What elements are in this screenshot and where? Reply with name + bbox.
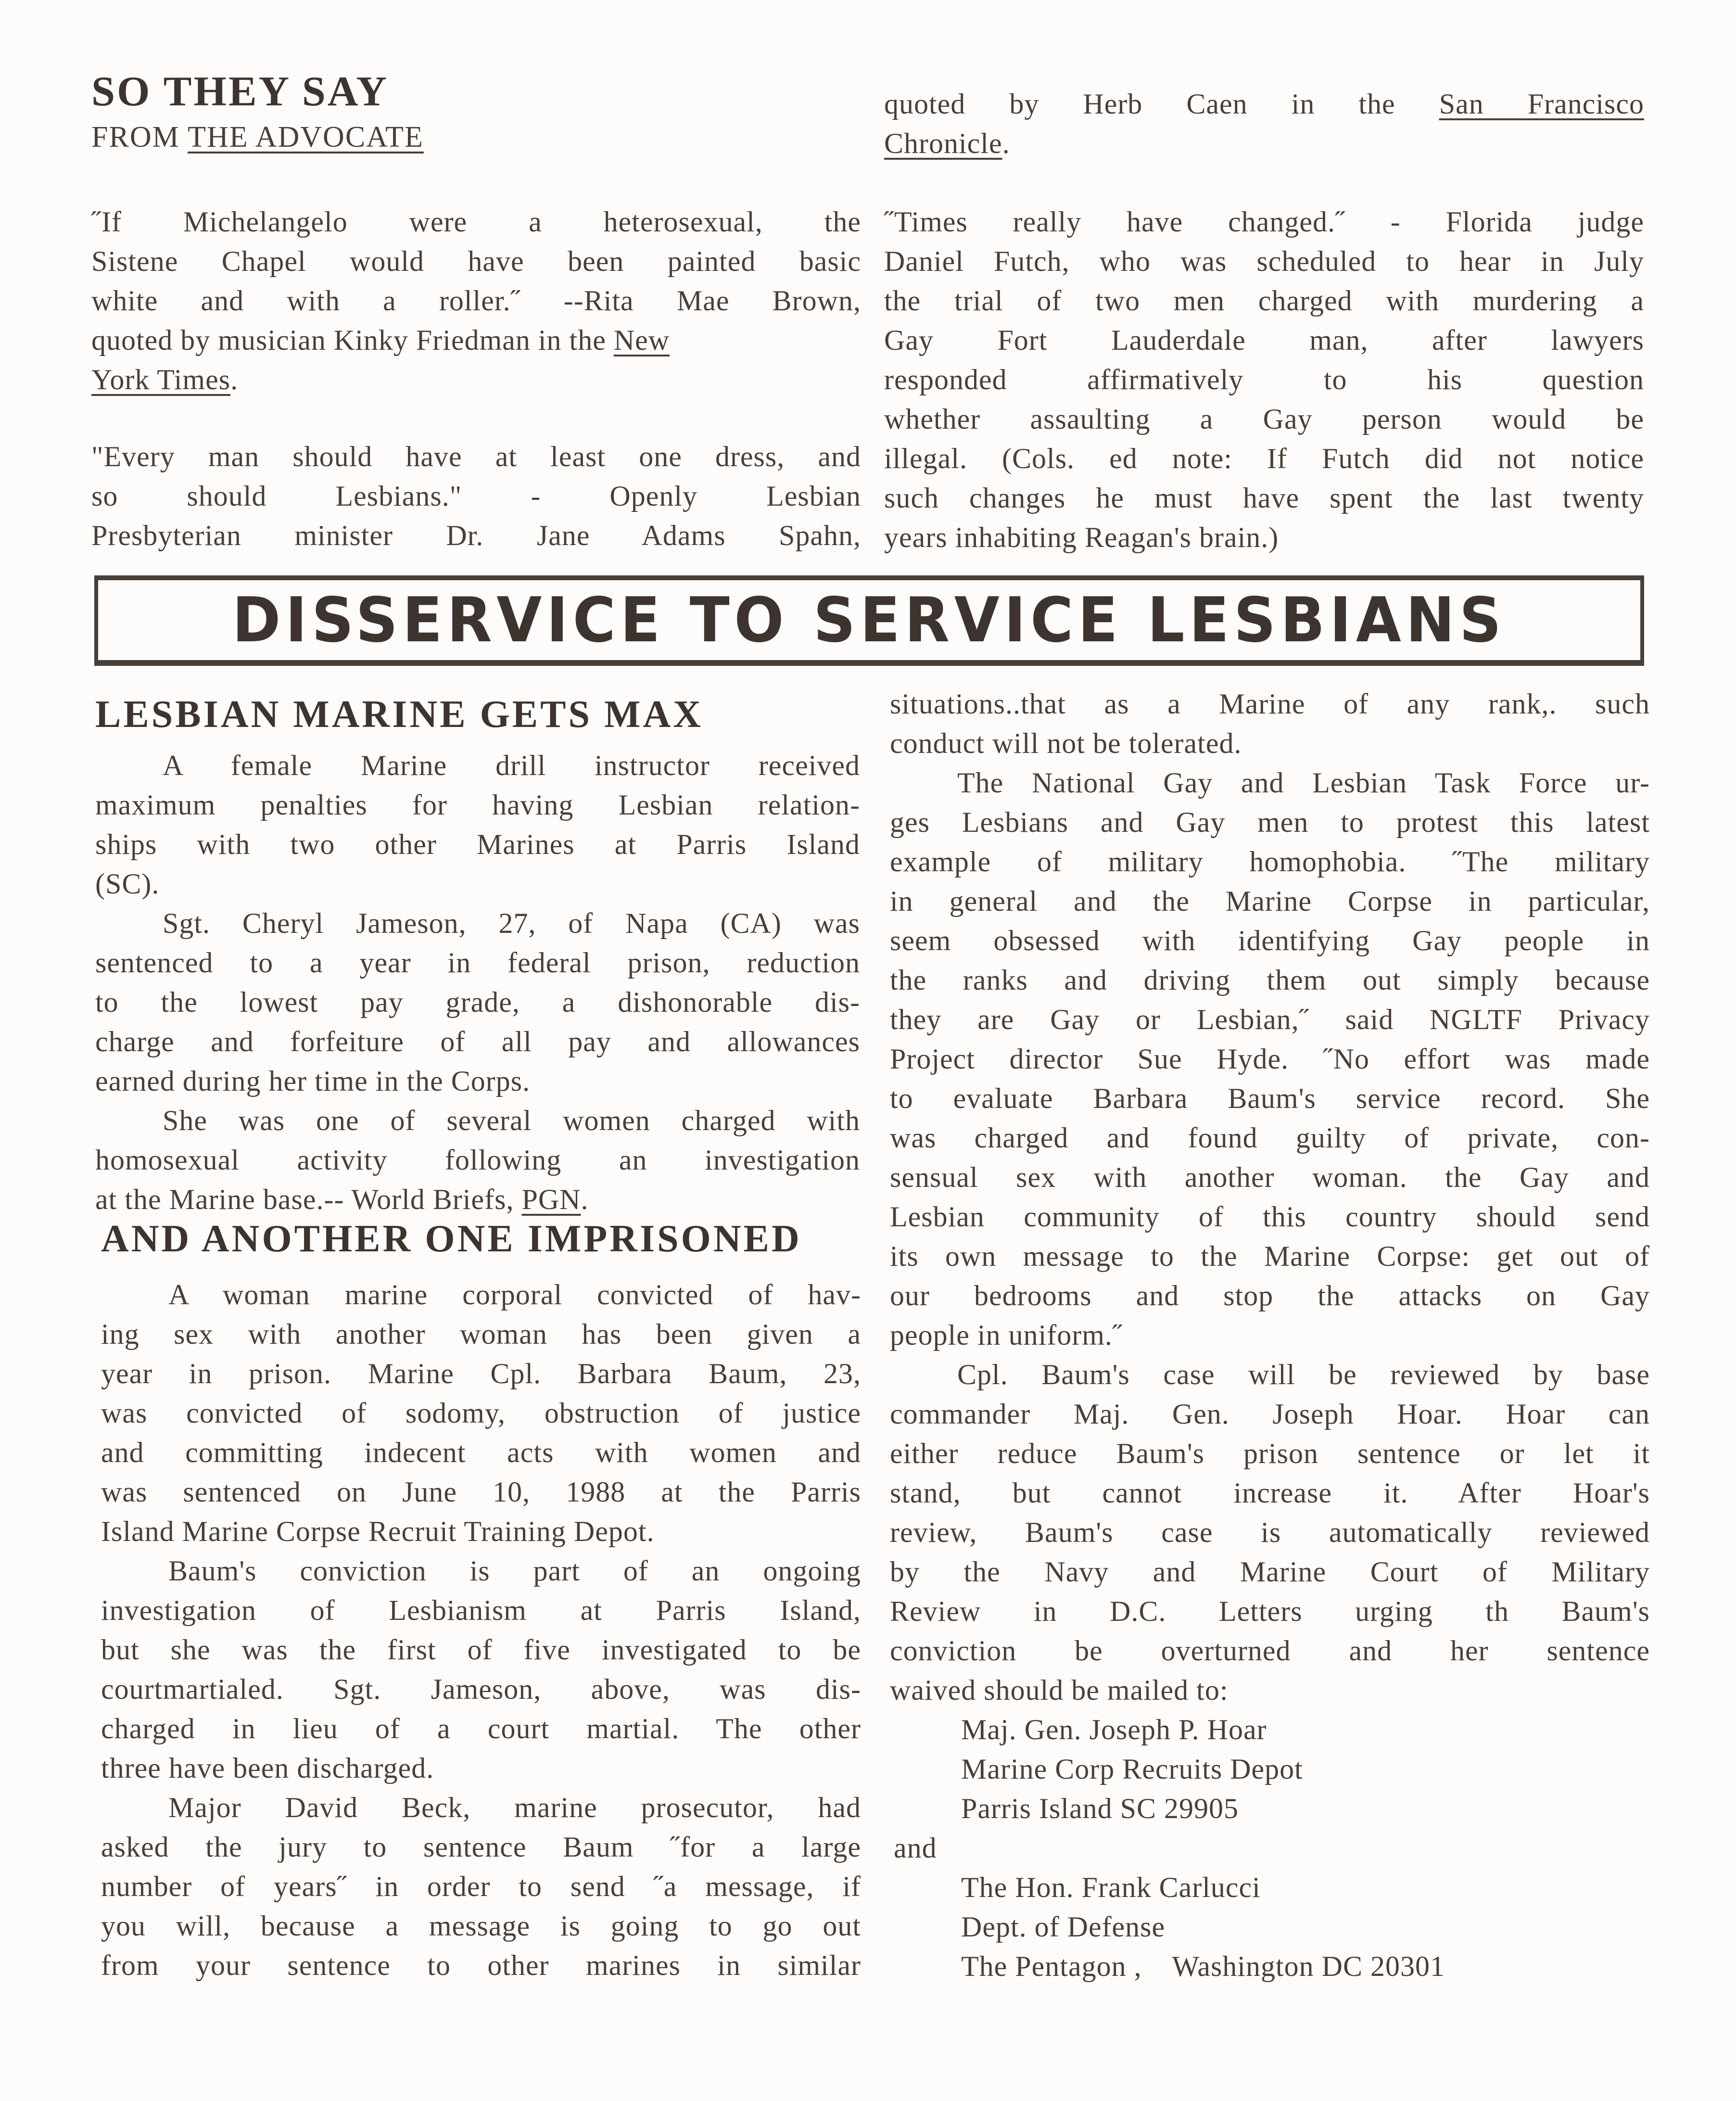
- headline-lesbian-marine-gets-max: LESBIAN MARINE GETS MAX: [95, 693, 704, 736]
- article-line: seem obsessed with identifying Gay people in: [890, 925, 1650, 956]
- banner-title: DISSERVICE TO SERVICE LESBIANS: [232, 584, 1507, 656]
- article-line: stand, but cannot increase it. After Hoar's: [890, 1477, 1650, 1509]
- credit-text: at the Marine base.-- World Briefs,: [95, 1184, 522, 1215]
- section-source: [91, 120, 424, 154]
- publication-link: San Francisco: [1439, 88, 1644, 120]
- article-line: Major David Beck, marine prosecutor, had: [168, 1792, 861, 1823]
- article-line: from your sentence to other marines in similar: [101, 1949, 861, 1981]
- source-link: THE ADVOCATE: [188, 121, 424, 153]
- article-line: investigation of Lesbianism at Parris Island,: [101, 1594, 861, 1626]
- quote-line: [91, 360, 861, 399]
- article-line: people in uniform.˝: [890, 1319, 1123, 1351]
- article-line: A woman marine corporal convicted of hav-: [168, 1279, 861, 1311]
- quote-line: Gay Fort Lauderdale man, after lawyers: [884, 324, 1644, 356]
- article-line: charge and forfeiture of all pay and allowances: [95, 1026, 860, 1057]
- credit-source-link: PGN: [521, 1184, 581, 1215]
- article-line: She was one of several women charged with: [163, 1105, 860, 1136]
- section-title: SO THEY SAY: [91, 68, 389, 115]
- quote-text: .: [230, 364, 239, 395]
- article-line: Lesbian community of this country should send: [890, 1201, 1650, 1233]
- and-label: and: [894, 1832, 937, 1864]
- article-line: commander Maj. Gen. Joseph Hoar. Hoar can: [890, 1398, 1650, 1430]
- quote-line: whether assaulting a Gay person would be: [884, 403, 1644, 435]
- quote-line: white and with a roller.˝ --Rita Mae Brown,: [91, 285, 861, 317]
- mailing-address-2: [961, 1868, 1445, 1986]
- article-line: the ranks and driving them out simply because: [890, 964, 1650, 996]
- article-line: in general and the Marine Corpse in particular,: [890, 885, 1650, 917]
- article-line: its own message to the Marine Corpse: get out of: [890, 1240, 1650, 1272]
- article-line: number of years˝ in order to send ˝a message, if: [101, 1871, 861, 1902]
- article-line: The National Gay and Lesbian Task Force ur-: [957, 767, 1650, 799]
- quote-text: quoted by musician Kinky Friedman in the: [91, 324, 614, 356]
- address-line: The Pentagon , Washington DC 20301: [961, 1950, 1445, 1982]
- article-line: was sentenced on June 10, 1988 at the Parris: [101, 1476, 861, 1508]
- article-line: three have been discharged.: [101, 1752, 434, 1784]
- quote-text: quoted by Herb Caen in the: [884, 88, 1439, 120]
- banner-box: [94, 575, 1644, 666]
- mailing-address-1: [961, 1710, 1303, 1828]
- article-line: homosexual activity following an investigation: [95, 1144, 860, 1176]
- quote-line: ˝If Michelangelo were a heterosexual, the: [91, 206, 861, 238]
- article-line: was charged and found guilty of private, con-: [890, 1122, 1650, 1154]
- article-line: asked the jury to sentence Baum ˝for a large: [101, 1831, 861, 1863]
- publication-link: New: [613, 324, 670, 356]
- quote-line: ˝Times really have changed.˝ - Florida judge: [884, 206, 1644, 238]
- article-line: earned during her time in the Corps.: [95, 1065, 531, 1097]
- quote-line: Daniel Futch, who was scheduled to hear in July: [884, 245, 1644, 277]
- quote-text: .: [1002, 127, 1010, 159]
- article-line: ges Lesbians and Gay men to protest this latest: [890, 806, 1650, 838]
- article-line: charged in lieu of a court martial. The other: [101, 1713, 861, 1744]
- quote-line: Sistene Chapel would have been painted basic: [91, 245, 861, 277]
- article-line: courtmartialed. Sgt. Jameson, above, was dis-: [101, 1673, 861, 1705]
- publication-link: York Times: [91, 364, 231, 395]
- article-line: conduct will not be tolerated.: [890, 727, 1242, 759]
- quote-line: [884, 84, 1644, 124]
- quote-line: "Every man should have at least one dress, and: [91, 441, 861, 472]
- article-line: situations..that as a Marine of any rank,. such: [890, 688, 1650, 720]
- article-line: sentenced to a year in federal prison, reduction: [95, 947, 860, 979]
- article-line: you will, because a message is going to go out: [101, 1910, 861, 1942]
- article-line: conviction be overturned and her sentence: [890, 1635, 1650, 1667]
- article-line: example of military homophobia. ˝The military: [890, 846, 1650, 878]
- quote-line: so should Lesbians." - Openly Lesbian: [91, 480, 861, 512]
- address-line: Maj. Gen. Joseph P. Hoar: [961, 1714, 1267, 1745]
- article-line: maximum penalties for having Lesbian relation-: [95, 789, 860, 821]
- article-line: year in prison. Marine Cpl. Barbara Baum, 23,: [101, 1358, 861, 1389]
- quote-line: [91, 320, 861, 360]
- credit-end: .: [581, 1184, 589, 1215]
- headline-and-another-one-imprisoned: AND ANOTHER ONE IMPRISONED: [101, 1218, 802, 1260]
- article-line: to the lowest pay grade, a dishonorable dis-: [95, 986, 860, 1018]
- article-line: sensual sex with another woman. the Gay and: [890, 1161, 1650, 1193]
- article-line: they are Gay or Lesbian,˝ said NGLTF Privacy: [890, 1004, 1650, 1035]
- article-line: and committing indecent acts with women and: [101, 1437, 861, 1468]
- address-line: The Hon. Frank Carlucci: [961, 1872, 1261, 1903]
- quote-line: the trial of two men charged with murdering a: [884, 285, 1644, 317]
- address-line: Parris Island SC 29905: [961, 1793, 1239, 1824]
- article-credit: [95, 1180, 860, 1219]
- article-line: (SC).: [95, 868, 160, 900]
- article-line: Baum's conviction is part of an ongoing: [168, 1555, 861, 1587]
- source-prefix: FROM: [91, 121, 188, 153]
- article-line: our bedrooms and stop the attacks on Gay: [890, 1280, 1650, 1312]
- article-line: by the Navy and Marine Court of Military: [890, 1556, 1650, 1588]
- publication-link: Chronicle: [884, 127, 1002, 159]
- article-line: was convicted of sodomy, obstruction of justice: [101, 1397, 861, 1429]
- quote-line: [884, 124, 1644, 163]
- article-line: either reduce Baum's prison sentence or let it: [890, 1438, 1650, 1469]
- article-line: review, Baum's case is automatically reviewed: [890, 1516, 1650, 1548]
- quote-line: such changes he must have spent the last twenty: [884, 482, 1644, 514]
- quote-line: Presbyterian minister Dr. Jane Adams Spahn,: [91, 520, 861, 551]
- article-line: Review in D.C. Letters urging th Baum's: [890, 1595, 1650, 1627]
- address-line: Dept. of Defense: [961, 1911, 1166, 1943]
- quote-line: years inhabiting Reagan's brain.): [884, 522, 1279, 553]
- article-line: Project director Sue Hyde. ˝No effort was made: [890, 1043, 1650, 1075]
- article-line: Island Marine Corpse Recruit Training Depot.: [101, 1515, 655, 1547]
- article-line: waived should be mailed to:: [890, 1674, 1229, 1706]
- article-line: but she was the first of five investigated to be: [101, 1634, 861, 1666]
- article-line: ships with two other Marines at Parris Island: [95, 828, 860, 860]
- article-line: Sgt. Cheryl Jameson, 27, of Napa (CA) was: [163, 907, 860, 939]
- address-line: Marine Corp Recruits Depot: [961, 1753, 1303, 1785]
- article-line: A female Marine drill instructor received: [163, 750, 860, 781]
- quote-line: illegal. (Cols. ed note: If Futch did not notice: [884, 443, 1644, 474]
- article-line: to evaluate Barbara Baum's service record. She: [890, 1082, 1650, 1114]
- quote-line: responded affirmatively to his question: [884, 364, 1644, 395]
- article-line: ing sex with another woman has been given a: [101, 1318, 861, 1350]
- article-line: Cpl. Baum's case will be reviewed by base: [957, 1359, 1650, 1390]
